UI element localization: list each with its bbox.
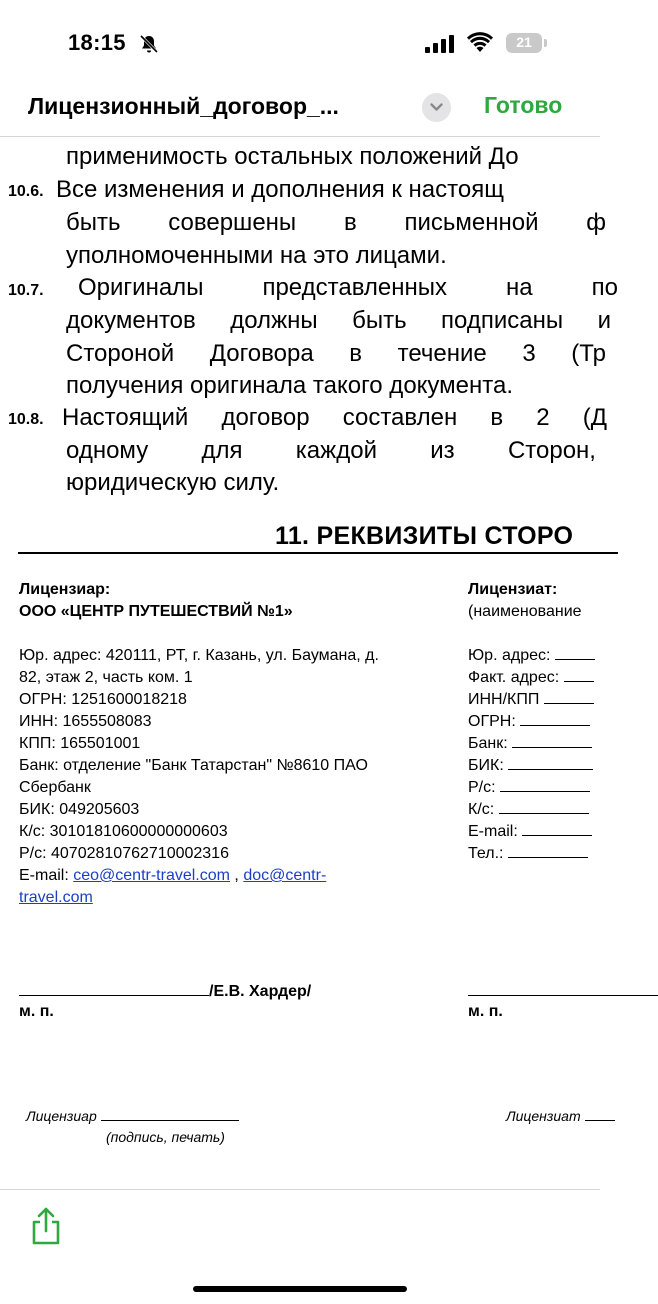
- paragraph-line: применимость остальных положений До: [66, 143, 519, 170]
- licensor-sign-label: Лицензиар: [26, 1107, 239, 1124]
- licensee-sign-label: Лицензиат: [506, 1107, 615, 1124]
- word: 3: [522, 340, 536, 367]
- licensee-label: Лицензиат:: [468, 581, 558, 598]
- licensee-field: ИНН/КПП: [468, 689, 595, 711]
- paragraph-line: Все изменения и дополнения к настоящ: [56, 176, 504, 203]
- signature-line: [19, 979, 209, 996]
- word: на: [506, 274, 533, 301]
- done-button[interactable]: Готово: [484, 92, 563, 118]
- licensee-name-hint: (наименование: [468, 603, 582, 620]
- paragraph-line: [66, 209, 606, 237]
- word: 2: [536, 404, 550, 431]
- word: в: [343, 209, 357, 236]
- word: ф: [586, 209, 606, 236]
- paragraph-line: [62, 404, 607, 432]
- licensor-name: ООО «ЦЕНТР ПУТЕШЕСТВИЙ №1»: [19, 603, 293, 620]
- licensor-address: Юр. адрес: 420111, РТ, г. Казань, ул. Баумана, д.: [19, 647, 379, 664]
- word: письменной: [404, 209, 539, 236]
- licensor-signature: [19, 979, 311, 1001]
- licensee-signature: [468, 979, 658, 1001]
- licensee-details: [468, 579, 595, 865]
- licensor-kpp: КПП: 165501001: [19, 735, 141, 752]
- email-link-doc[interactable]: doc@centr-: [243, 867, 327, 884]
- licensee-field: Тел.:: [468, 843, 595, 865]
- document-page[interactable]: [0, 137, 618, 1189]
- document-title[interactable]: Лицензионный_договор_...: [28, 93, 339, 119]
- battery-cap: [544, 39, 547, 47]
- word: должны: [230, 307, 318, 334]
- email-link-ceo[interactable]: ceo@centr-travel.com: [73, 867, 230, 884]
- word: каждой: [295, 437, 377, 464]
- word: в: [490, 404, 504, 431]
- title-menu-button[interactable]: [422, 93, 451, 122]
- clause-number: 10.8.: [8, 411, 44, 428]
- chevron-down-icon: [430, 103, 443, 112]
- paragraph-line: [66, 340, 606, 368]
- battery-level: 21: [516, 34, 532, 50]
- paragraph-line: уполномоченными на это лицами.: [66, 242, 447, 269]
- paragraph-line: [78, 274, 618, 302]
- licensor-email: [19, 865, 379, 887]
- navigation-bar: [0, 80, 600, 137]
- word: по: [591, 274, 618, 301]
- licensor-bank-cont: Сбербанк: [19, 779, 91, 796]
- word: совершены: [168, 209, 297, 236]
- licensor-rs: Р/с: 40702810762710002316: [19, 845, 229, 862]
- licensor-label: Лицензиар:: [19, 581, 111, 598]
- word: договор: [221, 404, 310, 431]
- word: (Тр: [571, 340, 606, 367]
- word: составлен: [342, 404, 458, 431]
- licensor-stamp-place: м. п.: [19, 1003, 54, 1020]
- paragraph-line: получения оригинала такого документа.: [66, 372, 513, 399]
- licensor-details: [19, 579, 379, 909]
- licensee-field: E-mail:: [468, 821, 595, 843]
- licensee-field: БИК:: [468, 755, 595, 777]
- heading-rule: [18, 552, 618, 554]
- status-time: 18:15: [68, 30, 126, 55]
- word: быть: [352, 307, 407, 334]
- sign-caption: (подпись, печать): [106, 1129, 225, 1145]
- word: подписаны: [441, 307, 564, 334]
- word: в: [349, 340, 363, 367]
- cellular-signal-icon: [425, 35, 457, 53]
- word: Настоящий: [62, 404, 189, 431]
- clause-number: 10.7.: [8, 282, 44, 299]
- word: Оригиналы: [78, 274, 204, 301]
- licensor-bank: Банк: отделение "Банк Татарстан" №8610 ПАО: [19, 757, 368, 774]
- paragraph-line: [66, 307, 611, 335]
- email-label: E-mail:: [19, 867, 69, 884]
- licensor-inn: ИНН: 1655508083: [19, 713, 152, 730]
- word: одному: [66, 437, 149, 464]
- wifi-icon: [467, 32, 493, 54]
- word: течение: [397, 340, 487, 367]
- licensor-address-cont: 82, этаж 2, часть ком. 1: [19, 669, 193, 686]
- word: (Д: [582, 404, 607, 431]
- status-bar: [0, 0, 600, 80]
- licensee-stamp-place: м. п.: [468, 1003, 503, 1020]
- section-heading: 11. РЕКВИЗИТЫ СТОРО: [275, 522, 574, 550]
- word: и: [597, 307, 611, 334]
- word: быть: [66, 209, 121, 236]
- word: для: [201, 437, 243, 464]
- bell-muted-icon: [138, 34, 160, 54]
- licensee-field: Юр. адрес:: [468, 645, 595, 667]
- licensee-field: Факт. адрес:: [468, 667, 595, 689]
- licensee-field: Р/с:: [468, 777, 595, 799]
- home-indicator[interactable]: [193, 1286, 407, 1292]
- clause-number: 10.6.: [8, 183, 44, 200]
- bottom-toolbar: [0, 1189, 600, 1304]
- licensee-field: К/с:: [468, 799, 595, 821]
- paragraph-line: [66, 437, 596, 465]
- email-link-doc-cont[interactable]: travel.com: [19, 889, 93, 906]
- word: документов: [66, 307, 196, 334]
- licensee-field: ОГРН:: [468, 711, 595, 733]
- signature-line: [468, 979, 658, 996]
- word: Договора: [209, 340, 314, 367]
- licensee-field: Банк:: [468, 733, 595, 755]
- licensor-ogrn: ОГРН: 1251600018218: [19, 691, 187, 708]
- email-separator: ,: [234, 867, 239, 884]
- word: Сторон,: [507, 437, 596, 464]
- licensor-bik: БИК: 049205603: [19, 801, 140, 818]
- share-icon[interactable]: [29, 1206, 63, 1246]
- word: представленных: [262, 274, 447, 301]
- signatory-name: /Е.В. Хардер/: [209, 983, 312, 1000]
- word: из: [430, 437, 455, 464]
- word: Стороной: [66, 340, 175, 367]
- battery-icon: [506, 33, 542, 53]
- licensor-ks: К/с: 30101810600000000603: [19, 823, 228, 840]
- paragraph-line: юридическую силу.: [66, 469, 280, 496]
